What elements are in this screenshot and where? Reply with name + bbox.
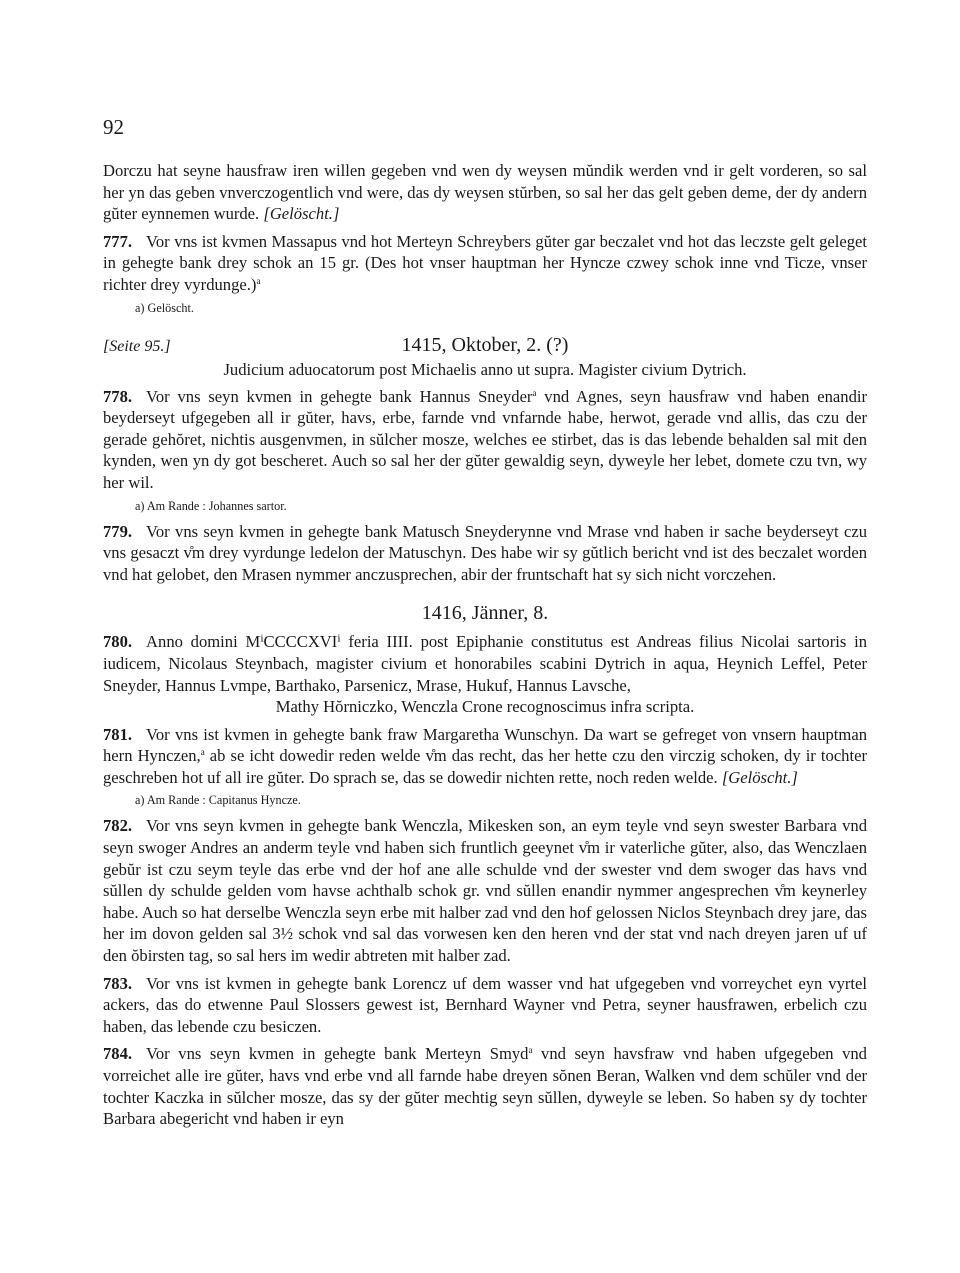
page-reference: [Seite 95.] <box>103 337 171 355</box>
fraction-value: 3½ <box>272 924 294 944</box>
entry-number: 782. <box>103 816 133 836</box>
entry-number: 780. <box>103 632 133 652</box>
intro-paragraph <box>103 160 867 225</box>
deleted-note: [Gelöscht.] <box>263 204 340 224</box>
entry-text: Vor vns ist kvmen in gehegte bank fraw Margaretha Wunschyn. Da wart se gefreget von vnsern hauptman hern Hynczen, <box>103 724 867 766</box>
entry-783 <box>103 973 867 1038</box>
entry-text: Vor vns ist kvmen Massapus vnd hot Merteyn Schreybers gŭter gar beczalet vnd hot das leczste gelt geleget in gehegte bank drey schok an 15 gr. (Des hot vnser hauptman her Hyncze czwey schok inne vnd Ticze, vnser richter drey vyrdunge.) <box>103 231 867 294</box>
page-number: 92 <box>103 115 124 139</box>
entry-778 <box>103 386 867 494</box>
entry-number: 778. <box>103 386 133 406</box>
entry-781 <box>103 724 867 789</box>
footnote-marker: a <box>200 747 205 758</box>
document-body <box>103 160 867 1130</box>
entry-text-cont: ab se icht dowedir reden welde v̊m das recht, das her hette czu den virczig schoken, dy ir tochter geschreben hot uf all ire gŭter. Do sprach se, das se dowedir nichten rette, noch reden welde. <box>103 746 867 787</box>
entry-text: Anno domini MⁱCCCCXVIⁱ feria IIII. post Epiphanie constitutus est Andreas filius Nicolai sartoris in iudicem, Nicolaus Steynbach, magister civium et honorabiles scabini Dytrich in aqua, Heynich Leffel, Peter Sneyder, Hannus Lvmpe, Barthako, Parsenicz, Mrase, Hukuf, Hannus Lavsche, <box>103 632 867 695</box>
section-date: 1415, Oktober, 2. (?) <box>401 333 569 356</box>
entry-text: Vor vns seyn kvmen in gehegte bank Matusch Sneyderynne vnd Mrase vnd haben ir sache beyderseyt czu vns gesaczt v̊m drey vyrdunge ledelon der Matuschyn. Des habe wir sy gŭtlich bericht vnd ist des beczalet worden vnd hat gelobet, den Mrasen nymmer anczusprechen, abir der fruntschaft hat sy sich nicht vorczehen. <box>103 521 867 584</box>
entry-779 <box>103 521 867 586</box>
entry-number: 779. <box>103 521 133 541</box>
entry-784 <box>103 1043 867 1129</box>
entry-number: 781. <box>103 724 133 744</box>
footnote-marker: a <box>528 1045 533 1056</box>
entry-text: Vor vns ist kvmen in gehegte bank Lorencz uf dem wasser vnd hat ufgegeben vnd vorreychet eyn vyrtel ackers, das do etwenne Paul Slossers gewest ist, Bernhard Wayner vnd Petra, seyner hausfrawen, erbelich czu haben, das lebende czu besiczen. <box>103 973 867 1036</box>
footnote-text: Am Rande : Capitanus Hyncze. <box>146 793 301 808</box>
footnote <box>103 791 867 809</box>
entry-777 <box>103 231 867 296</box>
entry-number: 777. <box>103 231 133 251</box>
section-heading-1416: 1416, Jänner, 8. <box>421 602 549 625</box>
footnote-mark: a) <box>135 300 145 315</box>
deleted-note: [Gelöscht.] <box>721 767 798 787</box>
footnote <box>103 299 867 317</box>
footnote-mark: a) <box>135 793 145 808</box>
footnote-text: Gelöscht. <box>147 300 194 315</box>
footnote-mark: a) <box>135 498 145 513</box>
footnote-text: Am Rande : Johannes sartor. <box>146 498 287 513</box>
entry-text: Vor vns seyn kvmen in gehegte bank Merteyn Smyd <box>146 1044 529 1064</box>
section-subtitle: Judicium aduocatorum post Michaelis anno ut supra. Magister civium Dytrich. <box>223 359 747 379</box>
entry-number: 784. <box>103 1044 133 1064</box>
entry-780-last-line: Mathy Hŏrniczko, Wenczla Crone recognoscimus infra scripta. <box>275 697 695 717</box>
entry-text-cont: vnd Agnes, seyn hausfraw vnd haben enandir beyderseyt ufgegeben all ir gŭter, havs, erbe, farnde vnd vnfarnde habe, herwot, gerade vnd allis, das czu der gerade gehŏret, nichtis ausgenvmen, in sŭlcher mosze, welches ee stirbet, das is das lebende behalden sal mit den kynden, wen yn dy got bescheret. Auch so sal her der gŭter gewaldig seyn, dyweyle her lebet, domete czu tvn, wy her wil. <box>103 386 867 492</box>
section-heading-1415 <box>103 333 867 357</box>
entry-text-cont: vnd seyn havsfraw vnd haben ufgegeben vnd vorreichet alle ire gŭter, havs vnd erbe vnd all farnde habe dreyen sŏnen Beran, Walken vnd dem schŭler vnd der tochter Kaczka in sŭlcher mosze, das sy der gŭter mechtig seyn sŭllen, dyweyle se leben. So haben sy dy tochter Barbara abegericht vnd haben ir eyn <box>103 1044 867 1129</box>
entry-780 <box>103 631 867 696</box>
footnote <box>103 497 867 515</box>
entry-number: 783. <box>103 973 133 993</box>
entry-text-cont: schok vnd sal das vorwesen ken den heren vnd der stat vnd nach dreyen jaren uf uf den ŏbirsten tag, so sal hers im wedir abtreten mit halber zad. <box>103 924 868 966</box>
intro-text: Dorczu hat seyne hausfraw iren willen gegeben vnd wen dy weysen mŭndik werden vnd ir gelt vorderen, so sal her yn das geben vnverczogentlich vnd were, das dy weysen stŭrben, so sal her das gelt geben deme, der dy andern gŭter eynnemen wurde. <box>103 161 867 224</box>
entry-text: Vor vns seyn kvmen in gehegte bank Wenczla, Mikesken son, an eym teyle vnd seyn swester Barbara vnd seyn swoger Andres an anderm teyle vnd haben sich fruntlich geeynet v̊m ir vaterliche gŭter, also, das Wenczlaen gebŭr ist czu seym teyle das erbe vnd der hof ane alle schulde vnd der swester vnd dem swoger das havs vnd sŭllen dy schulde gelden vom havse achthalb schok gr. vnd sŭllen enandir nymmer angesprechen v̊m keynerley habe. Auch so hat derselbe Wenczla seyn erbe mit halber zad vnd den hof gelossen Niclos Steynbach drey jare, das her im dovon gelden sal <box>103 816 867 944</box>
footnote-marker: a <box>256 275 261 286</box>
entry-782 <box>103 815 867 966</box>
entry-text: Vor vns seyn kvmen in gehegte bank Hannus Sneyder <box>146 386 533 406</box>
footnote-marker: a <box>532 387 537 398</box>
